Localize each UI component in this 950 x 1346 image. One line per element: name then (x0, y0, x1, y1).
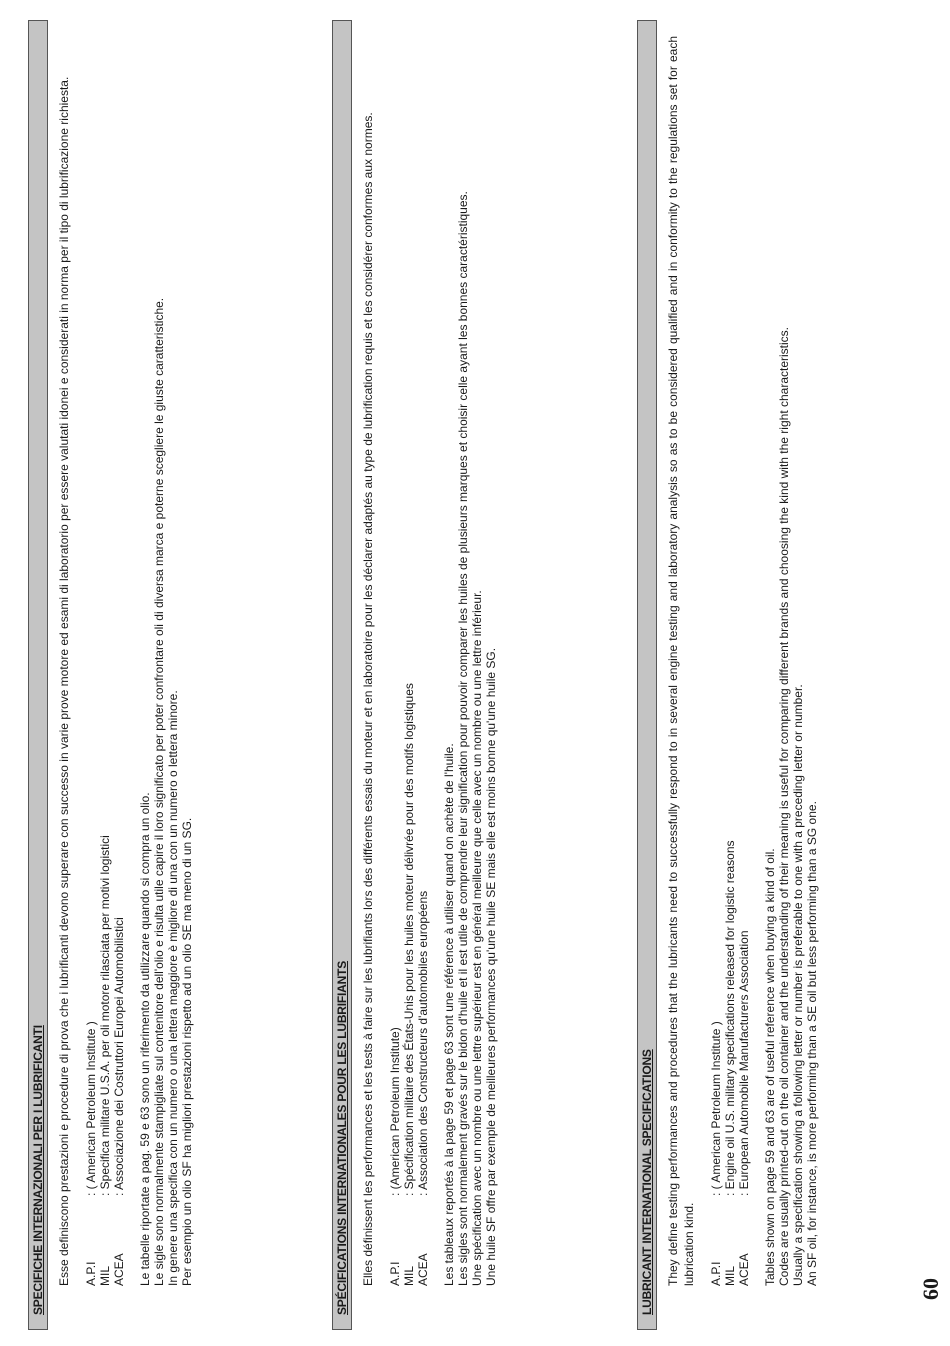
notes-block (763, 36, 819, 1286)
definition-abbr: MIL (98, 1265, 112, 1286)
section-intro: They define testing performances and procedures that the lubricants need to successfully respond to in several engine testing and laboratory analysis so as to be considered qualified and in conformity to the regulations set for each lubrication kind. (666, 36, 696, 1286)
definitions-list (388, 20, 430, 1286)
definition-row (737, 20, 751, 1286)
definition-abbr: ACEA (737, 1253, 751, 1286)
note-line: Une spécification avec un nombre ou une lettre supérieur est en général meilleure que celle avec un nombre ou une lettre inférieur. (470, 590, 484, 1286)
definition-abbr: A.P.I (709, 1261, 723, 1286)
definition-row (84, 20, 98, 1286)
definition-abbr: A.P.I (84, 1261, 98, 1286)
note-line: Tables shown on page 59 and 63 are of useful reference when buying a kind of oil. (763, 848, 777, 1286)
note-line: In genere una specifica con un numero o una lettera maggiore è migliore di una con un numero o lettera minore. (166, 690, 180, 1286)
definition-row (112, 20, 126, 1286)
section-intro: Esse definiscono prestazioni e procedure di prova che i lubrificanti devono superare con successo in varie prove motore ed esami di laboratorio per essere valutati idonei e considerati in norma per il tipo di lubrificazione richiesta. (57, 76, 71, 1286)
definition-text: : (American Petroleum Institute) (388, 1027, 402, 1196)
definition-text: : Engine oil U.S. military specifications released for logistic reasons (723, 840, 737, 1196)
definition-row (723, 20, 737, 1286)
note-line: Le sigle sono normalmente stampigliate sul contenitore dell'olio e risulta utile capire il loro significato per poter confrontare oli di diversa marca e poterne scegliere le giuste caratteristiche. (152, 297, 166, 1286)
notes-block (442, 36, 498, 1286)
note-line: Le tabelle riportate a pag. 59 e 63 sono un riferimento da utilizzare quando si compra un olio. (138, 792, 152, 1286)
definitions-list (709, 20, 751, 1286)
notes-block (138, 36, 194, 1286)
definition-abbr: ACEA (112, 1253, 126, 1286)
note-line: Usually a specification showing a following letter or number is preferable to one with a preceding letter or number. (791, 684, 805, 1286)
note-line: Les tableaux reportés à la page 59 et page 63 sont une référence à utiliser quand on achète de l'huile. (442, 743, 456, 1286)
definition-row (388, 20, 402, 1286)
definition-text: : ( American Petroleum Institute ) (709, 1021, 723, 1196)
definition-abbr: MIL (723, 1265, 737, 1286)
definition-abbr: MIL (402, 1265, 416, 1286)
section-title: SPECIFICHE INTERNAZIONALI PER I LUBRIFICANTI (31, 1025, 45, 1315)
definitions-list (84, 20, 126, 1286)
rotated-page-content (10, 20, 930, 1330)
definition-row (402, 20, 416, 1286)
section-title: LUBRICANT INTERNATIONAL SPECIFICATIONS (640, 1049, 654, 1315)
definition-abbr: ACEA (416, 1253, 430, 1286)
definition-text: : European Automobile Manufacturers Association (737, 930, 751, 1196)
definition-text: : Spécification militaire des États-Unis pour les huiles moteur délivrée pour des motifs logistiques (402, 683, 416, 1196)
section-title-band (332, 20, 352, 1330)
definition-text: : Specifica militare U.S.A. per oli motore rilasciata per motivi logistici (98, 835, 112, 1196)
definition-text: : Associazione dei Costruttori Europei Automobilistici (112, 917, 126, 1196)
definition-row (416, 20, 430, 1286)
definition-row (709, 20, 723, 1286)
definition-abbr: A.P.I (388, 1261, 402, 1286)
note-line: Une huile SF offre par exemple de meilleures performances qu'une huile SE mais elle est moins bonne qu'une huile SG. (484, 647, 498, 1286)
definition-text: : Association des Constructeurs d'automobiles européens (416, 890, 430, 1196)
section-title-band (637, 20, 657, 1330)
note-line: Les sigles sont normalement gravés sur le bidon d'huile et il est utile de comprendre leur signification pour pouvoir comparer les huiles de plusieurs marques et choisir celle ayant les bonnes caractéristiques. (456, 191, 470, 1286)
definition-row (98, 20, 112, 1286)
section-italian (28, 20, 194, 1330)
section-french (332, 20, 498, 1330)
section-title-band (28, 20, 48, 1330)
definition-text: : ( American Petroleum Institute ) (84, 1021, 98, 1196)
note-line: Per esempio un olio SF ha migliori prestazioni rispetto ad un olio SE ma meno di un SG. (180, 817, 194, 1286)
note-line: An SF oil, for instance, is more performing than a SE oil but less performing than a SG one. (805, 801, 819, 1286)
page-number: 60 (918, 1278, 943, 1300)
section-title: SPÉCIFICATIONS INTERNATIONALES POUR LES LUBRIFIANTS (335, 960, 349, 1315)
note-line: Codes are usually printed-out on the oil container and the understanding of their meaning is useful for comparing different brands and choosing the kind with the right characteristics. (777, 326, 791, 1286)
section-intro: Elles définissent les performances et les tests à faire sur les lubrifiants lors des différents essais du moteur et en laboratoire pour les déclarer adaptés au type de lubrification requis et les considérer conformes aux normes. (361, 112, 375, 1286)
section-english (637, 20, 819, 1330)
